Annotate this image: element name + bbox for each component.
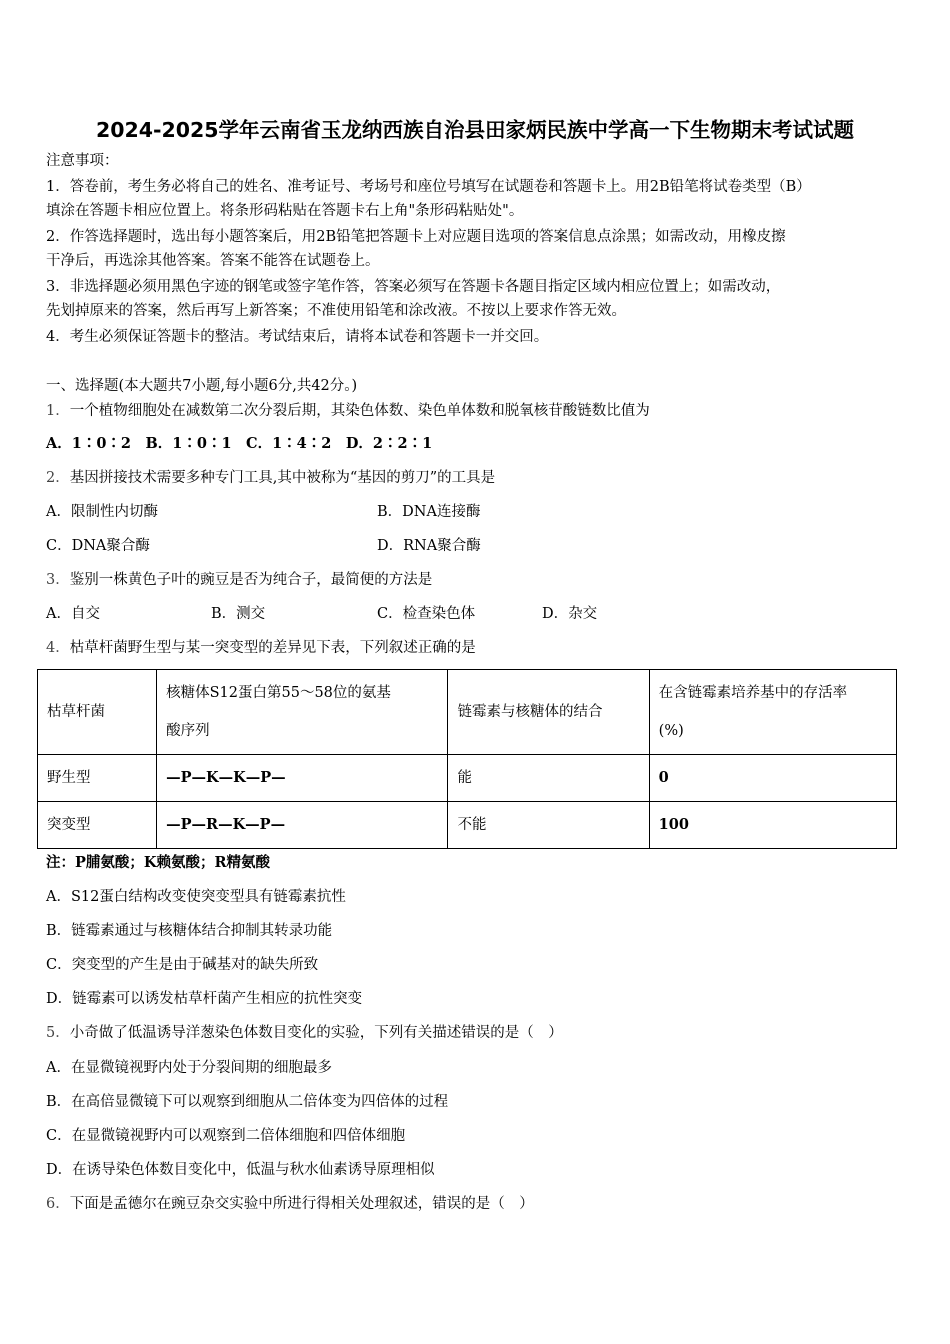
option-a: A．自交 [46, 606, 100, 622]
question-1-options: A．1∶0∶2 B．1∶0∶1 C．1∶4∶2 D．2∶2∶1 [46, 435, 433, 452]
question-stem: 一个植物细胞处在减数第二次分裂后期，其染色体数、染色单体数和脱氧核苷酸链数比值为 [69, 403, 650, 419]
table-header-cell: 链霉素与核糖体的结合 [448, 670, 649, 755]
question-3-options-row [46, 604, 906, 624]
option-c: C．DNA聚合酶 [46, 538, 150, 554]
question-3 [46, 570, 432, 590]
option-c: C．突变型的产生是由于碱基对的缺失所致 [46, 957, 319, 973]
table-header-cell: 枯草杆菌 [38, 670, 157, 755]
notice-line: 先划掉原来的答案，然后再写上新答案；不准使用铅笔和涂改液。不按以上要求作答无效。 [46, 303, 626, 319]
question-stem: 小奇做了低温诱导洋葱染色体数目变化的实验，下列有关描述错误的是（ ） [69, 1025, 563, 1041]
table-cell: 突变型 [38, 802, 157, 849]
option-c: C．在显微镜视野内可以观察到二倍体细胞和四倍体细胞 [46, 1128, 406, 1144]
question-stem: 鉴别一株黄色子叶的豌豆是否为纯合子，最简便的方法是 [69, 572, 433, 588]
question-number: 3． [46, 572, 70, 588]
option-a: A．在显微镜视野内处于分裂间期的细胞最多 [46, 1060, 332, 1076]
question-6 [46, 1194, 534, 1214]
option-a: A．限制性内切酶 [46, 504, 158, 520]
table-header-text: (%) [658, 723, 684, 739]
notice-line: 干净后，再选涂其他答案。答案不能答在试题卷上。 [46, 253, 380, 269]
question-5 [46, 1023, 563, 1043]
question-2-options-row [46, 536, 906, 556]
question-stem: 下面是孟德尔在豌豆杂交实验中所进行得相关处理叙述，错误的是（ ） [69, 1196, 534, 1212]
notice-heading: 注意事项： [46, 153, 119, 169]
table-note: 注：P脯氨酸；K赖氨酸；R精氨酸 [46, 854, 271, 871]
table-header-cell [157, 670, 448, 755]
option-b: B．链霉素通过与核糖体结合抑制其转录功能 [46, 923, 333, 939]
table-header-cell [649, 670, 896, 755]
exam-title: 2024-2025学年云南省玉龙纳西族自治县田家炳民族中学高一下生物期末考试试题 [95, 118, 855, 142]
question-4 [46, 638, 476, 658]
question-2 [46, 468, 495, 488]
question-1 [46, 401, 650, 421]
table-header-text: 核糖体S12蛋白第55～58位的氨基 [166, 685, 391, 701]
question-number: 5． [46, 1025, 70, 1041]
question-stem: 枯草杆菌野生型与某一突变型的差异见下表，下列叙述正确的是 [69, 640, 476, 656]
option-d: D．链霉素可以诱发枯草杆菌产生相应的抗性突变 [46, 991, 363, 1007]
table-cell: 能 [448, 755, 649, 802]
table-header-row [38, 670, 897, 755]
option-d: D．杂交 [542, 606, 598, 622]
option-c: C．检查染色体 [377, 606, 476, 622]
option-d: D．RNA聚合酶 [377, 538, 481, 554]
notice-line: 4．考生必须保证答题卡的整洁。考试结束后，请将本试卷和答题卡一并交回。 [46, 329, 549, 345]
table-cell: 0 [649, 755, 896, 802]
option-d: D．在诱导染色体数目变化中，低温与秋水仙素诱导原理相似 [46, 1162, 435, 1178]
table-row [38, 755, 897, 802]
question-number: 1． [46, 403, 70, 419]
table-cell: 不能 [448, 802, 649, 849]
option-a: A．S12蛋白结构改变使突变型具有链霉素抗性 [46, 889, 346, 905]
table-cell: —P—R—K—P— [157, 802, 448, 849]
question-stem: 基因拼接技术需要多种专门工具,其中被称为“基因的剪刀”的工具是 [69, 470, 496, 486]
question-number: 2． [46, 470, 70, 486]
table-header-text: 酸序列 [166, 723, 210, 739]
notice-line: 填涂在答题卡相应位置上。将条形码粘贴在答题卡右上角"条形码粘贴处"。 [46, 203, 524, 219]
notice-line: 1．答卷前，考生务必将自己的姓名、准考证号、考场号和座位号填写在试题卷和答题卡上。用2B铅笔将试卷类型（B） [46, 179, 811, 195]
table-header-text: 在含链霉素培养基中的存活率 [658, 685, 848, 701]
option-b: B．在高倍显微镜下可以观察到细胞从二倍体变为四倍体的过程 [46, 1094, 449, 1110]
question-number: 6． [46, 1196, 70, 1212]
comparison-table [37, 669, 897, 849]
table-cell: —P—K—K—P— [157, 755, 448, 802]
notice-line: 2．作答选择题时，选出每小题答案后，用2B铅笔把答题卡上对应题目选项的答案信息点涂黑；如需改动，用橡皮擦 [46, 229, 786, 245]
option-b: B．DNA连接酶 [377, 504, 481, 520]
table-row [38, 802, 897, 849]
section-heading: 一、选择题(本大题共7小题,每小题6分,共42分。) [46, 378, 358, 394]
option-b: B．测交 [211, 606, 266, 622]
notice-line: 3．非选择题必须用黑色字迹的钢笔或签字笔作答，答案必须写在答题卡各题目指定区域内相应位置上；如需改动， [46, 279, 781, 295]
question-2-options-row [46, 502, 906, 522]
table-cell: 野生型 [38, 755, 157, 802]
table-cell: 100 [649, 802, 896, 849]
question-number: 4． [46, 640, 70, 656]
